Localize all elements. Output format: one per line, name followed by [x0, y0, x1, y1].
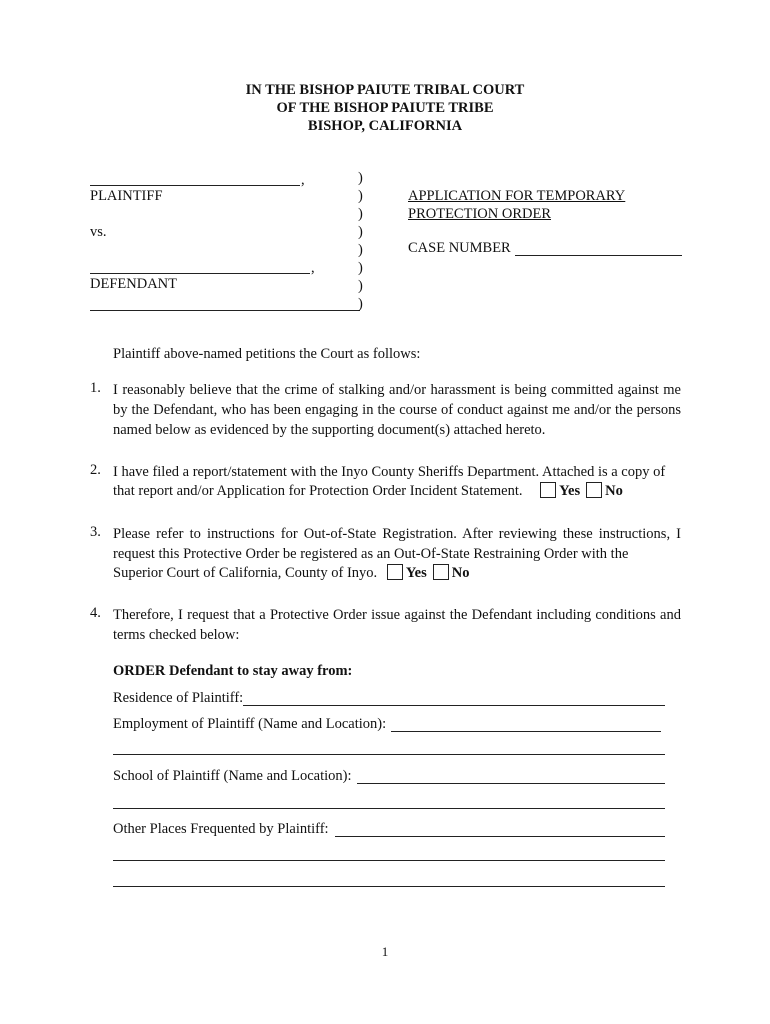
caption-paren: ) — [358, 260, 363, 276]
item-4-text: Therefore, I request that a Protective Order issue against the Defendant including conditions and terms checked below: — [113, 607, 681, 643]
item-3-text: Please refer to instructions for Out-of-State Registration. After reviewing these instructions, I request this Protective Order be registered as an Out-Of-State Restraining Order with the — [113, 526, 681, 562]
item-number: 2. — [90, 462, 101, 478]
caption-paren: ) — [358, 224, 363, 240]
order-heading: ORDER Defendant to stay away from: — [113, 663, 353, 679]
report-no-checkbox[interactable] — [586, 482, 602, 498]
item-number: 4. — [90, 605, 101, 621]
school-field-continued[interactable] — [113, 808, 665, 809]
report-yes-label: Yes — [559, 483, 581, 499]
other-places-field-continued[interactable] — [113, 860, 665, 861]
registration-yes-checkbox[interactable] — [387, 564, 403, 580]
caption-bottom-rule — [90, 310, 360, 311]
plaintiff-label: PLAINTIFF — [90, 188, 163, 204]
item-3-last-line: Superior Court of California, County of Inyo. — [113, 565, 378, 581]
school-label: School of Plaintiff (Name and Location): — [113, 768, 352, 784]
other-places-label: Other Places Frequented by Plaintiff: — [113, 821, 329, 837]
other-places-field-continued[interactable] — [113, 886, 665, 887]
intro-text: Plaintiff above-named petitions the Court as follows: — [113, 346, 421, 362]
tribe-name: OF THE BISHOP PAIUTE TRIBE — [276, 100, 494, 116]
caption-paren: ) — [358, 206, 363, 222]
caption-paren: ) — [358, 170, 363, 186]
employment-field[interactable] — [391, 731, 661, 732]
vs-label: vs. — [90, 224, 107, 240]
residence-label: Residence of Plaintiff: — [113, 690, 244, 706]
caption-paren: ) — [358, 188, 363, 204]
residence-field[interactable] — [243, 705, 665, 706]
plaintiff-comma: , — [301, 172, 305, 188]
page-number: 1 — [381, 944, 389, 959]
document-title-line1: APPLICATION FOR TEMPORARY — [408, 188, 626, 204]
item-1-text: I reasonably believe that the crime of stalking and/or harassment is being committed against me by the Defendant, who has been engaging in the course of conduct against me and/or the persons named below as evidenced by the supporting document(s) attached hereto. — [113, 382, 681, 438]
case-number-label: CASE NUMBER — [408, 240, 511, 256]
employment-field-continued[interactable] — [113, 754, 665, 755]
case-number-field[interactable] — [515, 255, 682, 256]
employment-label: Employment of Plaintiff (Name and Location): — [113, 716, 387, 732]
other-places-field[interactable] — [335, 836, 665, 837]
caption-paren: ) — [358, 296, 363, 312]
defendant-label: DEFENDANT — [90, 276, 177, 292]
item-2-line1: I have filed a report/statement with the Inyo County Sheriffs Department. Attached is a copy of — [113, 464, 666, 480]
caption-paren: ) — [358, 242, 363, 258]
plaintiff-name-field[interactable] — [90, 185, 300, 186]
document-title-line2: PROTECTION ORDER — [408, 206, 551, 222]
defendant-comma: , — [311, 260, 315, 276]
item-number: 1. — [90, 380, 101, 396]
registration-no-label: No — [451, 565, 470, 581]
item-number: 3. — [90, 524, 101, 540]
registration-no-checkbox[interactable] — [433, 564, 449, 580]
registration-yes-label: Yes — [405, 565, 427, 581]
court-name: IN THE BISHOP PAIUTE TRIBAL COURT — [245, 82, 525, 98]
item-2-line2: that report and/or Application for Protection Order Incident Statement. — [113, 483, 523, 499]
report-yes-checkbox[interactable] — [540, 482, 556, 498]
school-field[interactable] — [357, 783, 665, 784]
caption-paren: ) — [358, 278, 363, 294]
court-location: BISHOP, CALIFORNIA — [307, 118, 463, 134]
report-no-label: No — [605, 483, 623, 499]
defendant-name-field[interactable] — [90, 273, 310, 274]
